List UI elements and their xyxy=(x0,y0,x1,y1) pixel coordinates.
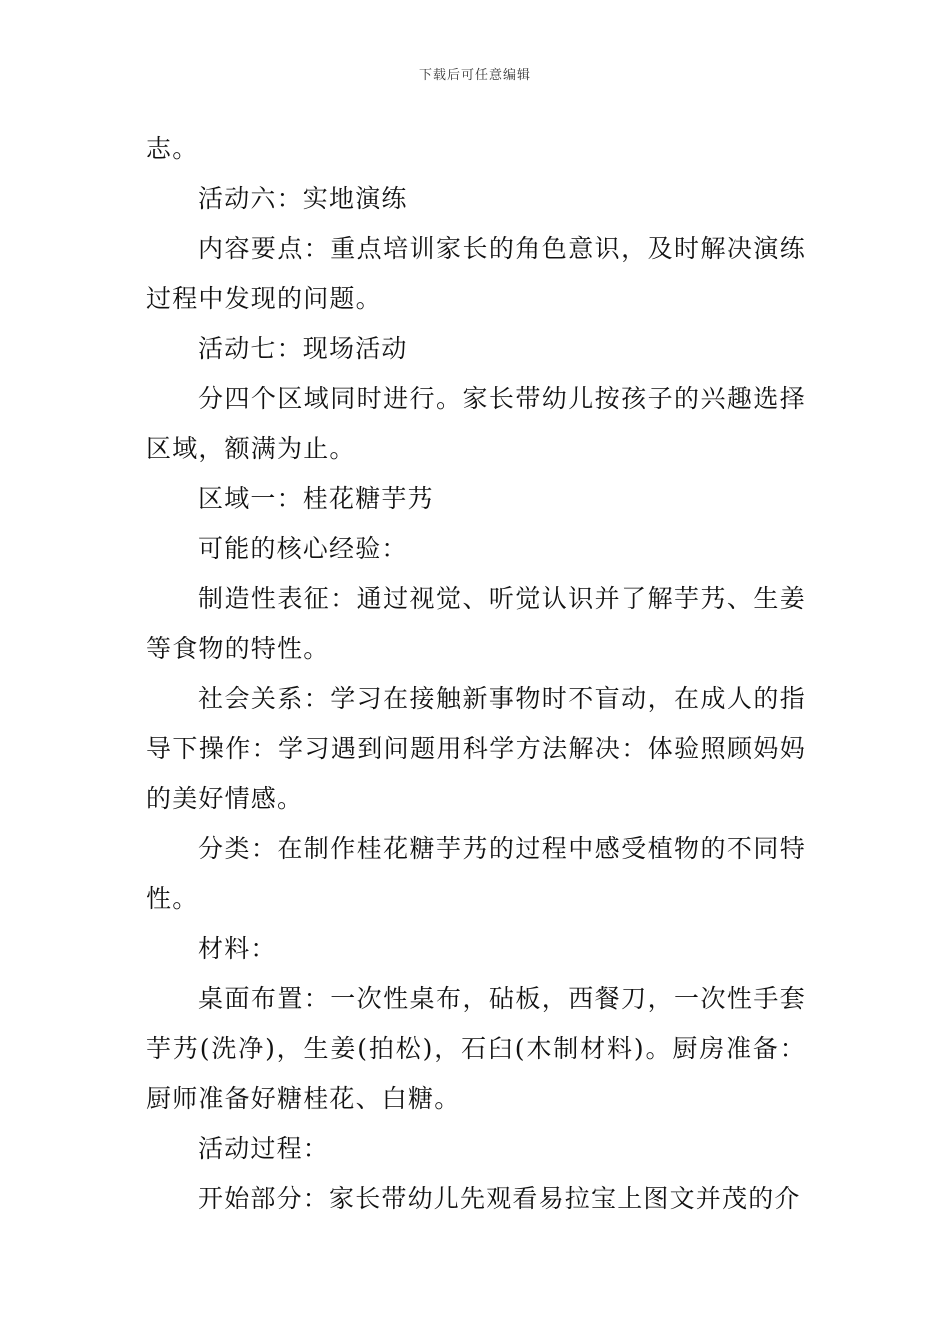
paragraph-13: 活动过程： xyxy=(198,1134,330,1163)
paragraph-8: 制造性表征：通过视觉、听觉认识并了解芋艿、生姜等食物的特性。 xyxy=(146,584,806,663)
paragraph-12: 桌面布置：一次性桌布，砧板，西餐刀，一次性手套芋艿(洗净)，生姜(拍松)，石臼(木制材料)。厨房准备：厨师准备好糖桂花、白糖。 xyxy=(146,984,806,1113)
paragraph-10: 分类：在制作桂花糖芋艿的过程中感受植物的不同特性。 xyxy=(146,834,806,913)
paragraph-3: 内容要点：重点培训家长的角色意识，及时解决演练过程中发现的问题。 xyxy=(146,234,806,313)
document-body xyxy=(146,124,806,1224)
paragraph-14: 开始部分：家长带幼儿先观看易拉宝上图文并茂的介 xyxy=(198,1184,801,1213)
paragraph-5: 分四个区域同时进行。家长带幼儿按孩子的兴趣选择区域，额满为止。 xyxy=(146,384,806,463)
paragraph-7: 可能的核心经验： xyxy=(198,534,408,563)
paragraph-4: 活动七：现场活动 xyxy=(198,334,408,363)
page-header: 下载后可任意编辑 xyxy=(418,68,531,83)
paragraph-2: 活动六：实地演练 xyxy=(198,184,408,213)
paragraph-6: 区域一：桂花糖芋艿 xyxy=(198,484,434,513)
paragraph-11: 材料： xyxy=(198,934,277,963)
paragraph-1: 志。 xyxy=(146,134,199,163)
paragraph-9: 社会关系：学习在接触新事物时不盲动，在成人的指导下操作：学习遇到问题用科学方法解决：体验照顾妈妈的美好情感。 xyxy=(146,684,806,813)
